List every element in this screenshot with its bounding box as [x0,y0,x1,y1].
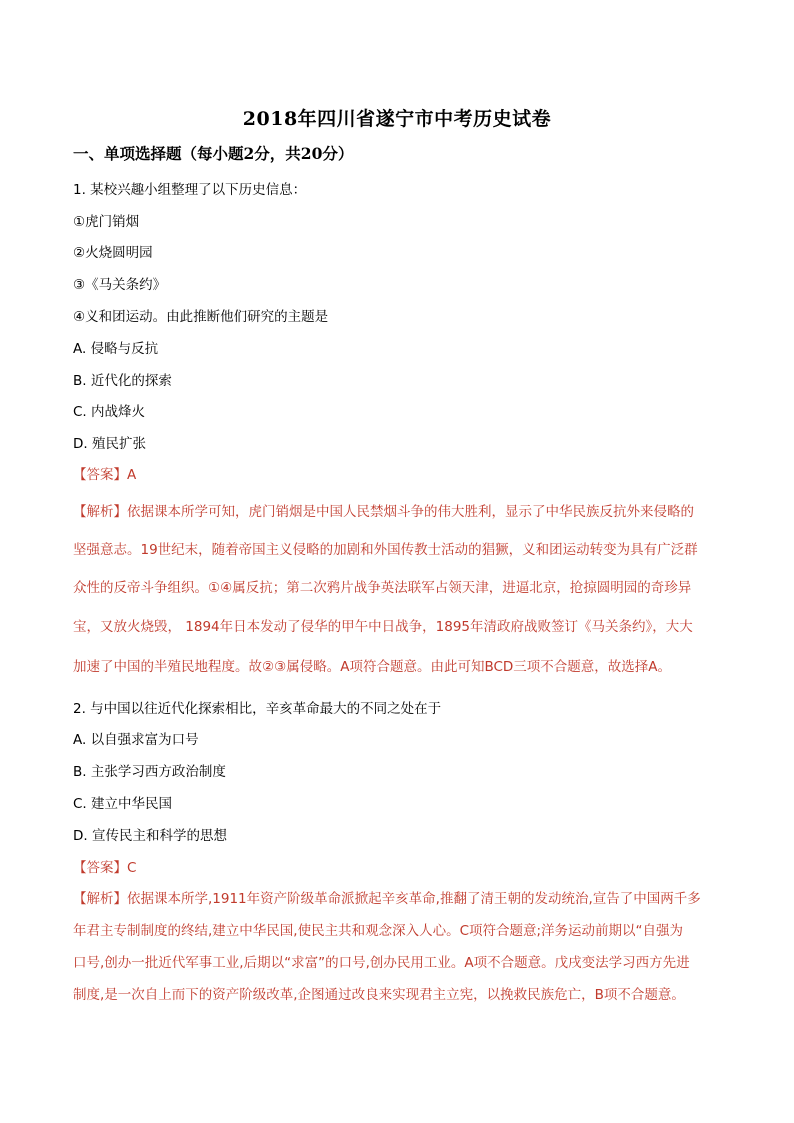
analysis-line: 宝，又放火烧毁， 1894年日本发动了侵华的甲午中日战争，1895年清政府战败签订《马关条约》，大大 [73,619,693,635]
question-1-item: ①虎门销烟 [73,214,140,230]
question-1-option-b: B. 近代化的探索 [73,373,172,389]
question-1-item: ④义和团运动。由此推断他们研究的主题是 [73,309,329,325]
question-2-option-c: C. 建立中华民国 [73,796,173,812]
analysis-line: 加速了中国的半殖民地程度。故②③属侵略。A项符合题意。由此可知BCD三项不合题意，故选择A。 [73,659,672,675]
answer-tag: 【答案】 [73,467,127,483]
answer-value: C [127,860,137,876]
question-1-option-a: A. 侵略与反抗 [73,341,159,357]
analysis-line: 制度,是一次自上而下的资产阶级改革,企图通过改良来实现君主立宪，以挽救民族危亡，B项不合题意。 [73,987,685,1003]
question-1-option-d: D. 殖民扩张 [73,436,146,452]
question-1-option-c: C. 内战烽火 [73,404,146,420]
question-2-stem: 2. 与中国以往近代化探索相比，辛亥革命最大的不同之处在于 [73,701,442,717]
analysis-line: 众性的反帝斗争组织。①④属反抗；第二次鸦片战争英法联军占领天津，进逼北京，抢掠圆明园的奇珍异 [73,580,692,596]
question-2-answer [73,856,136,876]
question-2-option-a: A. 以自强求富为口号 [73,732,199,748]
answer-tag: 【答案】 [73,860,127,876]
question-1-stem: 1. 某校兴趣小组整理了以下历史信息： [73,182,307,198]
analysis-line: 【解析】依据课本所学可知，虎门销烟是中国人民禁烟斗争的伟大胜利，显示了中华民族反抗外来侵略的 [73,504,694,520]
page-title: 2018年四川省遂宁市中考历史试卷 [242,108,552,130]
question-2-option-b: B. 主张学习西方政治制度 [73,764,226,780]
analysis-tag: 【解析】 [73,891,127,907]
question-1-answer [73,463,136,483]
analysis-line: 【解析】依据课本所学,1911年资产阶级革命派掀起辛亥革命,推翻了清王朝的发动统治,宣告了中国两千多 [73,891,701,907]
question-1-item: ③《马关条约》 [73,277,167,293]
analysis-line: 口号,创办一批近代军事工业,后期以“求富”的口号,创办民用工业。A项不合题意。戊戌变法学习西方先进 [73,955,690,971]
analysis-line: 年君主专制制度的终结,建立中华民国,使民主共和观念深入人心。C项符合题意;洋务运动前期以“自强为 [73,923,684,939]
analysis-tag: 【解析】 [73,504,127,520]
section-heading: 一、单项选择题（每小题2分，共20分） [73,144,354,163]
answer-value: A [127,467,137,483]
question-1-item: ②火烧圆明园 [73,245,153,261]
question-2-option-d: D. 宣传民主和科学的思想 [73,828,227,844]
analysis-line: 坚强意志。19世纪末，随着帝国主义侵略的加剧和外国传教士活动的猖獗，义和团运动转变为具有广泛群 [73,542,698,558]
